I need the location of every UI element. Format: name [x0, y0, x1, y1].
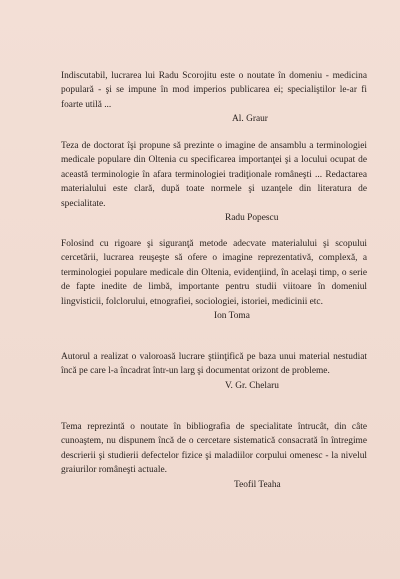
quote-author: V. Gr. Chelaru	[225, 380, 279, 391]
quote-author: Ion Toma	[214, 311, 250, 322]
quote-chelaru	[61, 350, 367, 393]
quote-text: Autorul a realizat o valoroasă lucrare ştiinţifică pe baza unui material nestudiat încă pe care l-a încadrat într-un larg şi documentat orizont de probleme.	[61, 352, 367, 377]
quote-author: Radu Popescu	[225, 213, 279, 224]
quote-text: Folosind cu rigoare şi siguranţă metode adecvate materialului şi scopului cercetării, lucrarea reuşeşte să ofere o imagine reprezentativă, complexă, a terminologiei populare medicale din Oltenia, evidenţiind, în acelaşi timp, o serie de fapte inedite de limbă, importante pentru studii viitoare în domeniul lingvisticii, folclorului, etnografiei, sociologiei, istoriei, medicinii etc.	[61, 239, 367, 307]
quote-text: Teza de doctorat îşi propune să prezinte o imagine de ansamblu a terminologiei medicale populare din Oltenia cu specificarea importanţei şi a locului ocupat de această terminologie în afara terminologiei tradiţionale româneşti ... Redactarea materialului este clară, după toate normele şi uzanţele din literatura de specialitate.	[61, 141, 367, 209]
quote-toma	[61, 237, 367, 323]
quote-text: Tema reprezintă o noutate în bibliografia de specialitate întrucât, din câte cunoaştem, nu dispunem încă de o cercetare sistematică consacrată în întregime descrierii şi studierii defectelor fizice şi maladiilor corpului omenesc - la nivelul graiurilor româneşti actuale.	[61, 422, 367, 476]
quote-text: Indiscutabil, lucrarea lui Radu Scorojitu este o noutate în domeniu - medicina populară - şi se impune în mod imperios publicarea ei; specialiştilor le-ar fi foarte utilă ...	[61, 71, 367, 110]
quote-popescu	[61, 139, 367, 225]
quote-teaha	[61, 420, 367, 492]
quote-author: Teofil Teaha	[234, 479, 281, 490]
quote-author: Al. Graur	[232, 114, 268, 125]
quote-graur	[61, 69, 367, 127]
